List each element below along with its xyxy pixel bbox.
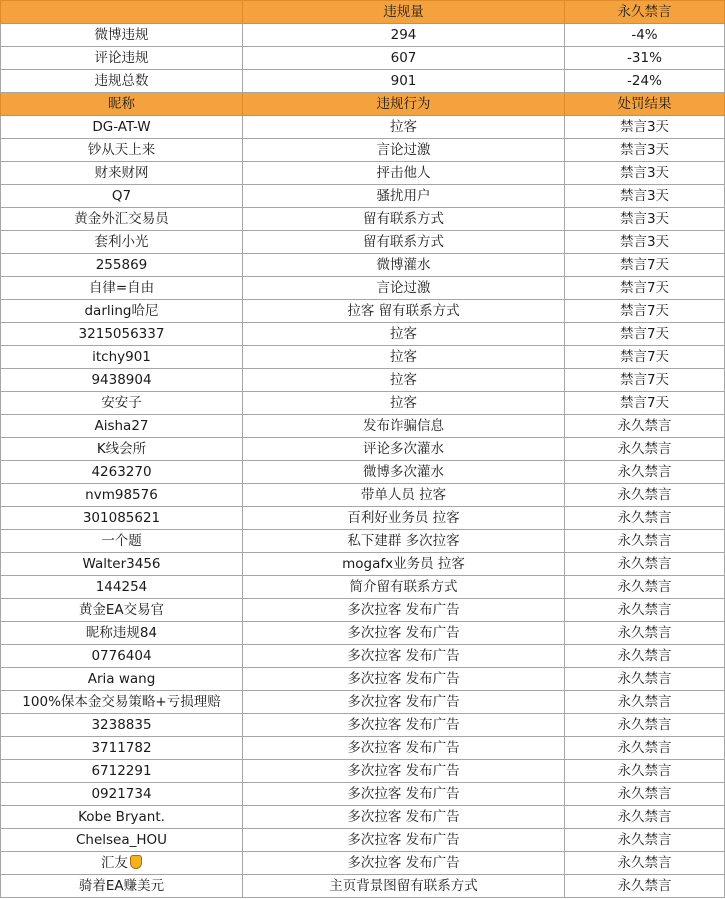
behavior-cell: 拉客 (243, 346, 565, 369)
table-row (1, 208, 725, 231)
badge-icon (130, 855, 142, 869)
nickname-cell (1, 852, 243, 875)
table-row (1, 783, 725, 806)
nickname-cell (1, 691, 243, 714)
nickname-text: 汇友 (101, 854, 128, 871)
nickname-cell (1, 438, 243, 461)
detail-header-behavior: 违规行为 (243, 93, 565, 116)
nickname-text: 144254 (95, 578, 148, 595)
nickname-cell (1, 461, 243, 484)
nickname-cell (1, 553, 243, 576)
result-cell: 禁言7天 (565, 300, 725, 323)
table-row (1, 507, 725, 530)
nickname-text: 6712291 (91, 762, 152, 779)
result-cell: 永久禁言 (565, 737, 725, 760)
nickname-text: Aria wang (87, 670, 156, 687)
result-cell: 永久禁言 (565, 599, 725, 622)
table-row (1, 323, 725, 346)
result-cell: 永久禁言 (565, 461, 725, 484)
nickname-text: Kobe Bryant. (78, 808, 165, 825)
nickname-text: 255869 (95, 256, 148, 273)
behavior-cell: 言论过激 (243, 139, 565, 162)
nickname-text: nvm98576 (85, 486, 158, 503)
table-row (1, 254, 725, 277)
result-cell: 禁言3天 (565, 185, 725, 208)
summary-row (1, 24, 725, 47)
table-row (1, 369, 725, 392)
result-cell: 禁言3天 (565, 139, 725, 162)
nickname-text: 100%保本金交易策略+亏损理赔 (22, 693, 221, 710)
result-cell: 禁言7天 (565, 392, 725, 415)
result-cell: 永久禁言 (565, 645, 725, 668)
behavior-cell: 留有联系方式 (243, 208, 565, 231)
behavior-cell: 拉客 (243, 392, 565, 415)
nickname-cell (1, 668, 243, 691)
nickname-cell (1, 806, 243, 829)
nickname-cell (1, 829, 243, 852)
table-row (1, 116, 725, 139)
result-cell: 禁言7天 (565, 369, 725, 392)
behavior-cell: 多次拉客 发布广告 (243, 760, 565, 783)
table-row (1, 829, 725, 852)
table-row (1, 139, 725, 162)
nickname-cell (1, 323, 243, 346)
behavior-cell: 发布诈骗信息 (243, 415, 565, 438)
nickname-text: 301085621 (82, 509, 161, 526)
result-cell: 永久禁言 (565, 691, 725, 714)
nickname-cell (1, 622, 243, 645)
behavior-cell: 微博灌水 (243, 254, 565, 277)
table-row (1, 691, 725, 714)
nickname-cell (1, 254, 243, 277)
result-cell: 永久禁言 (565, 484, 725, 507)
nickname-text: 4263270 (91, 463, 152, 480)
nickname-cell (1, 645, 243, 668)
summary-label: 微博违规 (1, 24, 243, 47)
result-cell: 永久禁言 (565, 829, 725, 852)
summary-row (1, 47, 725, 70)
table-row (1, 484, 725, 507)
nickname-text: 骑着EA赚美元 (78, 877, 165, 894)
summary-row (1, 70, 725, 93)
table-row (1, 760, 725, 783)
result-cell: 禁言7天 (565, 277, 725, 300)
nickname-cell (1, 507, 243, 530)
summary-pct: -4% (565, 24, 725, 47)
nickname-text: 安安子 (101, 394, 142, 411)
summary-header-blank (1, 1, 243, 24)
result-cell: 永久禁言 (565, 783, 725, 806)
result-cell: 禁言7天 (565, 323, 725, 346)
nickname-cell (1, 576, 243, 599)
nickname-cell (1, 346, 243, 369)
table-row (1, 231, 725, 254)
nickname-text: Aisha27 (94, 417, 149, 434)
table-row (1, 346, 725, 369)
nickname-cell (1, 208, 243, 231)
nickname-cell (1, 760, 243, 783)
table-row (1, 668, 725, 691)
table-row (1, 277, 725, 300)
detail-header-result: 处罚结果 (565, 93, 725, 116)
table-row (1, 392, 725, 415)
behavior-cell: 多次拉客 发布广告 (243, 783, 565, 806)
result-cell: 永久禁言 (565, 806, 725, 829)
behavior-cell: 多次拉客 发布广告 (243, 645, 565, 668)
behavior-cell: 多次拉客 发布广告 (243, 806, 565, 829)
summary-label: 违规总数 (1, 70, 243, 93)
nickname-text: 0921734 (91, 785, 152, 802)
summary-pct: -24% (565, 70, 725, 93)
nickname-cell (1, 116, 243, 139)
nickname-text: 套利小光 (94, 233, 149, 250)
behavior-cell: 多次拉客 发布广告 (243, 622, 565, 645)
result-cell: 禁言3天 (565, 162, 725, 185)
nickname-text: itchy901 (92, 348, 151, 365)
behavior-cell: 拉客 (243, 116, 565, 139)
result-cell: 禁言3天 (565, 116, 725, 139)
nickname-text: 3215056337 (78, 325, 165, 342)
nickname-cell (1, 783, 243, 806)
behavior-cell: 多次拉客 发布广告 (243, 714, 565, 737)
table-row (1, 875, 725, 898)
nickname-cell (1, 415, 243, 438)
table-row (1, 300, 725, 323)
result-cell: 永久禁言 (565, 852, 725, 875)
result-cell: 禁言3天 (565, 208, 725, 231)
nickname-text: 黄金外汇交易员 (74, 210, 169, 227)
behavior-cell: 带单人员 拉客 (243, 484, 565, 507)
summary-count: 294 (243, 24, 565, 47)
table-row (1, 530, 725, 553)
result-cell: 永久禁言 (565, 438, 725, 461)
behavior-cell: 拉客 留有联系方式 (243, 300, 565, 323)
result-cell: 永久禁言 (565, 415, 725, 438)
detail-header-name: 昵称 (1, 93, 243, 116)
result-cell: 禁言7天 (565, 254, 725, 277)
table-row (1, 415, 725, 438)
summary-pct: -31% (565, 47, 725, 70)
summary-header-row (1, 1, 725, 24)
nickname-cell (1, 737, 243, 760)
nickname-text: 0776404 (91, 647, 152, 664)
summary-count: 901 (243, 70, 565, 93)
table-row (1, 852, 725, 875)
table-row (1, 553, 725, 576)
nickname-text: 财来财网 (94, 164, 149, 181)
result-cell: 永久禁言 (565, 622, 725, 645)
summary-count: 607 (243, 47, 565, 70)
summary-header-count: 违规量 (243, 1, 565, 24)
behavior-cell: 多次拉客 发布广告 (243, 691, 565, 714)
nickname-cell (1, 392, 243, 415)
behavior-cell: 微博多次灌水 (243, 461, 565, 484)
nickname-cell (1, 369, 243, 392)
nickname-cell (1, 875, 243, 898)
behavior-cell: 评论多次灌水 (243, 438, 565, 461)
behavior-cell: 私下建群 多次拉客 (243, 530, 565, 553)
behavior-cell: 多次拉客 发布广告 (243, 668, 565, 691)
behavior-cell: mogafx业务员 拉客 (243, 553, 565, 576)
nickname-text: 黄金EA交易官 (78, 601, 165, 618)
behavior-cell: 多次拉客 发布广告 (243, 829, 565, 852)
nickname-cell (1, 599, 243, 622)
behavior-cell: 留有联系方式 (243, 231, 565, 254)
table-row (1, 162, 725, 185)
nickname-text: 9438904 (91, 371, 152, 388)
nickname-text: DG-AT-W (92, 118, 151, 135)
nickname-cell (1, 277, 243, 300)
summary-label: 评论违规 (1, 47, 243, 70)
behavior-cell: 拉客 (243, 369, 565, 392)
nickname-cell (1, 714, 243, 737)
nickname-text: 昵称违规84 (85, 624, 158, 641)
table-row (1, 185, 725, 208)
nickname-text: Walter3456 (82, 555, 161, 572)
nickname-text: 3238835 (91, 716, 152, 733)
behavior-cell: 骚扰用户 (243, 185, 565, 208)
behavior-cell: 拉客 (243, 323, 565, 346)
behavior-cell: 多次拉客 发布广告 (243, 852, 565, 875)
result-cell: 永久禁言 (565, 507, 725, 530)
result-cell: 禁言7天 (565, 346, 725, 369)
detail-header-row (1, 93, 725, 116)
result-cell: 永久禁言 (565, 760, 725, 783)
behavior-cell: 多次拉客 发布广告 (243, 737, 565, 760)
table-row (1, 645, 725, 668)
nickname-cell (1, 185, 243, 208)
behavior-cell: 多次拉客 发布广告 (243, 599, 565, 622)
nickname-text: darling哈尼 (84, 302, 159, 319)
nickname-text: 3711782 (91, 739, 152, 756)
table-row (1, 737, 725, 760)
behavior-cell: 主页背景图留有联系方式 (243, 875, 565, 898)
behavior-cell: 百利好业务员 拉客 (243, 507, 565, 530)
nickname-cell (1, 231, 243, 254)
result-cell: 永久禁言 (565, 668, 725, 691)
result-cell: 永久禁言 (565, 576, 725, 599)
table-row (1, 461, 725, 484)
nickname-cell (1, 530, 243, 553)
nickname-cell (1, 484, 243, 507)
summary-header-permanent: 永久禁言 (565, 1, 725, 24)
behavior-cell: 言论过激 (243, 277, 565, 300)
result-cell: 禁言3天 (565, 231, 725, 254)
nickname-cell (1, 162, 243, 185)
result-cell: 永久禁言 (565, 875, 725, 898)
nickname-cell (1, 139, 243, 162)
nickname-text: 一个题 (101, 532, 142, 549)
table-row (1, 714, 725, 737)
table-row (1, 438, 725, 461)
table-row (1, 806, 725, 829)
nickname-text: K线会所 (96, 440, 147, 457)
nickname-text: Q7 (111, 187, 132, 204)
result-cell: 永久禁言 (565, 530, 725, 553)
violations-table-body (1, 1, 725, 898)
nickname-text: 钞从天上来 (87, 141, 156, 158)
table-row (1, 599, 725, 622)
table-row (1, 576, 725, 599)
behavior-cell: 简介留有联系方式 (243, 576, 565, 599)
behavior-cell: 抨击他人 (243, 162, 565, 185)
nickname-cell (1, 300, 243, 323)
result-cell: 永久禁言 (565, 553, 725, 576)
nickname-text: 自律=自由 (88, 279, 155, 296)
result-cell: 永久禁言 (565, 714, 725, 737)
table-row (1, 622, 725, 645)
nickname-text: Chelsea_HOU (75, 831, 168, 848)
